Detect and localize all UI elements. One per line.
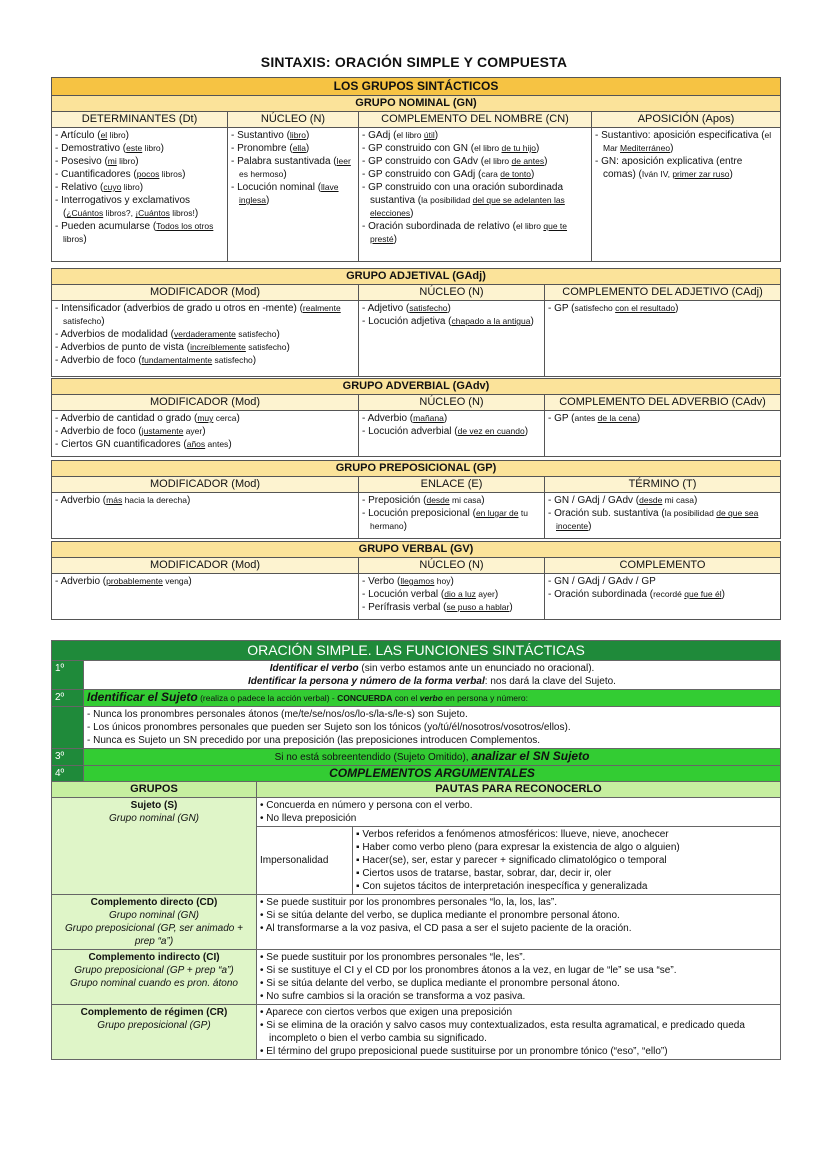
step2-rest2: en persona y número: bbox=[442, 693, 528, 703]
gv-header-comp: COMPLEMENTO bbox=[545, 558, 781, 574]
step1-text bbox=[84, 661, 781, 690]
gn-aposicion: - Sustantivo: aposición especificativa (el Mar Mediterráneo) - GN: aposición explicativa (entre comas) (Iván IV, primer zar ruso) bbox=[592, 128, 781, 262]
sujeto-pauta: • Concuerda en número y persona con el verbo. bbox=[260, 799, 777, 812]
groups-title: LOS GRUPOS SINTÁCTICOS bbox=[52, 78, 781, 96]
gadj-table bbox=[51, 268, 781, 377]
step2-spacer bbox=[52, 707, 84, 749]
step4-text: COMPLEMENTOS ARGUMENTALES bbox=[84, 766, 781, 782]
gn-complemento: - GAdj (el libro útil) - GP construido con GN (el libro de tu hijo) - GP construido con GAdv (el libro de antes) - GP construido con GAdj (cara de tonto) - GP construido con una oración subordinada sustantiva (la posibilidad del que se adelanten las elecciones) - Oración subordinada de relativo (el libro que te presté) bbox=[359, 128, 592, 262]
step2-small: (realiza o padece la acción verbal) - bbox=[197, 693, 338, 703]
gv-table bbox=[51, 541, 781, 620]
gadj-header-cadj: COMPLEMENTO DEL ADJETIVO (CAdj) bbox=[545, 285, 781, 301]
gv-title: GRUPO VERBAL (GV) bbox=[52, 542, 781, 558]
gn-header-cn: COMPLEMENTO DEL NOMBRE (CN) bbox=[359, 112, 592, 128]
step2-verbo: verbo bbox=[419, 693, 443, 703]
cr-pauta: • El término del grupo preposicional puede sustituirse por un pronombre tónico (“eso”, “ello”) bbox=[260, 1045, 777, 1058]
cd-pauta: • Si se sitúa delante del verbo, se duplica mediante el pronombre personal átono. bbox=[260, 909, 777, 922]
ci-pautas bbox=[257, 950, 781, 1005]
cr-pautas bbox=[257, 1005, 781, 1060]
cd-cell bbox=[52, 895, 257, 950]
cr-cell bbox=[52, 1005, 257, 1060]
gadv-title: GRUPO ADVERBIAL (GAdv) bbox=[52, 379, 781, 395]
sujeto-pauta: • No lleva preposición bbox=[260, 812, 777, 825]
gp-header-t: TÉRMINO (T) bbox=[545, 477, 781, 493]
gadv-nucleo: - Adverbio (mañana) - Locución adverbial (de vez en cuando) bbox=[359, 411, 545, 457]
groups-table bbox=[51, 77, 781, 262]
cd-pautas bbox=[257, 895, 781, 950]
sujeto-groups: Grupo nominal (GN) bbox=[108, 813, 200, 824]
step2-rest1: con el bbox=[392, 693, 420, 703]
step2-conc: CONCUERDA bbox=[337, 693, 393, 703]
gv-header-mod: MODIFICADOR (Mod) bbox=[52, 558, 359, 574]
page-title: SINTAXIS: ORACIÓN SIMPLE Y COMPUESTA bbox=[260, 54, 568, 70]
step3-number: 3º bbox=[52, 749, 84, 766]
step2-number: 2º bbox=[52, 690, 84, 707]
step1-bold-2: Identificar la persona y número de la forma verbal bbox=[248, 676, 485, 687]
cr-name: Complemento de régimen (CR) bbox=[80, 1007, 228, 1018]
step2-list bbox=[84, 707, 781, 749]
cr-group: Grupo preposicional (GP) bbox=[97, 1020, 211, 1031]
step4-number: 4º bbox=[52, 766, 84, 782]
gv-header-n: NÚCLEO (N) bbox=[359, 558, 545, 574]
cd-group: Grupo nominal (GN) bbox=[108, 910, 200, 921]
simple-table bbox=[51, 640, 781, 1060]
step2-item: - Nunca es Sujeto un SN precedido por una preposición (las preposiciones introducen Complementos. bbox=[87, 734, 777, 747]
sujeto-name: Sujeto (S) bbox=[130, 800, 178, 811]
gn-header-apos: APOSICIÓN (Apos) bbox=[592, 112, 781, 128]
impersonalidad-label: Impersonalidad bbox=[257, 827, 353, 895]
sujeto-pautas bbox=[257, 798, 781, 827]
imp-item: ▪ Con sujetos tácitos de interpretación inespecífica y generalizada bbox=[356, 880, 777, 893]
gp-enlace: - Preposición (desde mi casa) - Locución preposicional (en lugar de tu hermano) bbox=[359, 493, 545, 539]
cr-pauta: • Aparece con ciertos verbos que exigen una preposición bbox=[260, 1006, 777, 1019]
gp-header-e: ENLACE (E) bbox=[359, 477, 545, 493]
gv-mod: - Adverbio (probablemente venga) bbox=[52, 574, 359, 620]
imp-item: ▪ Verbos referidos a fenómenos atmosféricos: llueve, nieve, anochecer bbox=[356, 828, 777, 841]
gadj-header-mod: MODIFICADOR (Mod) bbox=[52, 285, 359, 301]
gn-nucleo: - Sustantivo (libro) - Pronombre (ella) - Palabra sustantivada (leer es hermoso) - Locución nominal (llave inglesa) bbox=[228, 128, 359, 262]
gp-header-mod: MODIFICADOR (Mod) bbox=[52, 477, 359, 493]
col-groups: GRUPOS bbox=[52, 782, 257, 798]
ci-pauta: • Si se sitúa delante del verbo, se duplica mediante el pronombre personal átono. bbox=[260, 977, 777, 990]
step1-number: 1º bbox=[52, 661, 84, 690]
gp-mod: - Adverbio (más hacia la derecha) bbox=[52, 493, 359, 539]
gv-nucleo: - Verbo (llegamos hoy) - Locución verbal (dio a luz ayer) - Perífrasis verbal (se puso a hablar) bbox=[359, 574, 545, 620]
gadv-complemento: - GP (antes de la cena) bbox=[545, 411, 781, 457]
ci-group: Grupo nominal cuando es pron. átono bbox=[70, 978, 238, 989]
cd-pauta: • Al transformarse a la voz pasiva, el CD pasa a ser el sujeto paciente de la oración. bbox=[260, 922, 777, 935]
gp-title: GRUPO PREPOSICIONAL (GP) bbox=[52, 461, 781, 477]
ci-pauta: • No sufre cambios si la oración se transforma a voz pasiva. bbox=[260, 990, 777, 1003]
gadv-header-n: NÚCLEO (N) bbox=[359, 395, 545, 411]
gadv-mod: - Adverbio de cantidad o grado (muy cerca) - Adverbio de foco (justamente ayer) - Ciertos GN cuantificadores (años antes) bbox=[52, 411, 359, 457]
imp-item: ▪ Haber como verbo pleno (para expresar la existencia de algo o alguien) bbox=[356, 841, 777, 854]
cr-pauta: • Si se elimina de la oración y salvo casos muy contextualizados, esta resulta agramatical, e predicado queda incompleto o bien el verbo cambia su significado. bbox=[260, 1019, 777, 1045]
gadj-complemento: - GP (satisfecho con el resultado) bbox=[545, 301, 781, 377]
gadj-nucleo: - Adjetivo (satisfecho) - Locución adjetiva (chapado a la antigua) bbox=[359, 301, 545, 377]
gp-table bbox=[51, 460, 781, 539]
sujeto-cell bbox=[52, 798, 257, 895]
gadv-header-mod: MODIFICADOR (Mod) bbox=[52, 395, 359, 411]
cd-pauta: • Se puede sustituir por los pronombres personales “lo, la, los, las”. bbox=[260, 896, 777, 909]
col-pautas: PAUTAS PARA RECONOCERLO bbox=[257, 782, 781, 798]
ci-pauta: • Se puede sustituir por los pronombres personales “le, les”. bbox=[260, 951, 777, 964]
imp-item: ▪ Hacer(se), ser, estar y parecer + significado climatológico o temporal bbox=[356, 854, 777, 867]
ci-cell bbox=[52, 950, 257, 1005]
step3-text bbox=[84, 749, 781, 766]
simple-title: ORACIÓN SIMPLE. LAS FUNCIONES SINTÁCTICAS bbox=[52, 641, 781, 661]
gn-header-n: NÚCLEO (N) bbox=[228, 112, 359, 128]
gadv-table bbox=[51, 378, 781, 457]
step2-item: - Nunca los pronombres personales átonos (me/te/se/nos/os/lo-s/la-s/le-s) son Sujeto. bbox=[87, 708, 777, 721]
gadj-mod: - Intensificador (adverbios de grado u otros en -mente) (realmente satisfecho) - Adverbios de modalidad (verdaderamente satisfecho) - Adverbios de punto de vista (increíblemente satisfecho) - Adverbio de foco (fundamentalmente satisfecho) bbox=[52, 301, 359, 377]
step1-bold-1: Identificar el verbo bbox=[269, 663, 359, 674]
step1-rest-1: (sin verbo estamos ante un enunciado no oracional). bbox=[358, 663, 595, 674]
impersonalidad-list bbox=[353, 827, 781, 895]
gn-header-dt: DETERMINANTES (Dt) bbox=[52, 112, 228, 128]
imp-item: ▪ Ciertos usos de tratarse, bastar, sobrar, dar, decir ir, oler bbox=[356, 867, 777, 880]
gv-complemento: - GN / GAdj / GAdv / GP - Oración subordinada (recordé que fue él) bbox=[545, 574, 781, 620]
step2-item: - Los únicos pronombres personales que pueden ser Sujeto son los tónicos (yo/tú/él/nosotros/vosotros/ellos). bbox=[87, 721, 777, 734]
step1-rest-2: : nos dará la clave del Sujeto. bbox=[484, 676, 616, 687]
step2-text bbox=[84, 690, 781, 707]
step2-bold: Identificar el Sujeto bbox=[87, 690, 198, 704]
step3-plain: Si no está sobreentendido (Sujeto Omitido), bbox=[274, 752, 472, 763]
cd-group: Grupo preposicional (GP, ser animado + prep “a”) bbox=[65, 923, 243, 947]
ci-group: Grupo preposicional (GP + prep “a”) bbox=[74, 965, 234, 976]
cd-name: Complemento directo (CD) bbox=[90, 897, 218, 908]
ci-pauta: • Si se sustituye el CI y el CD por los pronombres átonos a la vez, en lugar de “le” se usa “se”. bbox=[260, 964, 777, 977]
ci-name: Complemento indirecto (CI) bbox=[88, 952, 220, 963]
gn-determinantes: - Artículo (el libro) - Demostrativo (este libro) - Posesivo (mi libro) - Cuantificadores (pocos libros) - Relativo (cuyo libro) - Interrogativos y exclamativos (¿Cuántos libros?, ¡Cuántos libros!) - Pueden acumularse (Todos los otros libros) bbox=[52, 128, 228, 262]
gadv-header-cadv: COMPLEMENTO DEL ADVERBIO (CAdv) bbox=[545, 395, 781, 411]
step3-bold: analizar el SN Sujeto bbox=[471, 749, 590, 763]
gadj-header-n: NÚCLEO (N) bbox=[359, 285, 545, 301]
gadj-title: GRUPO ADJETIVAL (GAdj) bbox=[52, 269, 781, 285]
gp-termino: - GN / GAdj / GAdv (desde mi casa) - Oración sub. sustantiva (la posibilidad de que sea inocente) bbox=[545, 493, 781, 539]
gn-title: GRUPO NOMINAL (GN) bbox=[52, 96, 781, 112]
